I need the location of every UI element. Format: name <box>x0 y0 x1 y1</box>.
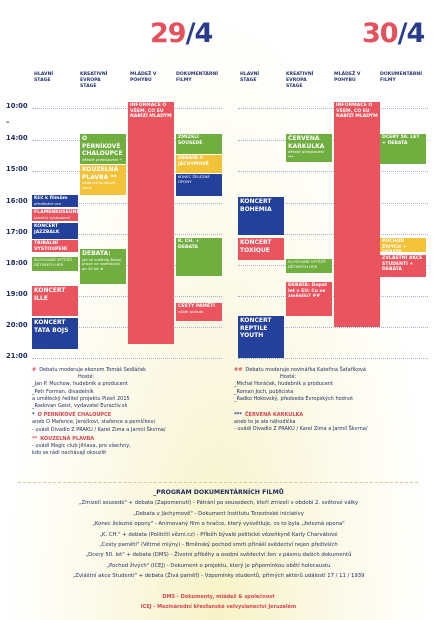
column-header-creative-europe-2: KREATIVNÍ EVROPA STAGE <box>286 72 314 90</box>
event-gingerbread-house[interactable]: O PERNÍKOVÉ CHALOUPCE dětské představení * <box>80 134 126 164</box>
footer-dms: DMS - Dokumenty, mládež & společnost <box>162 594 275 600</box>
column-header-main-stage: HLAVNÍ STAGE <box>34 72 54 84</box>
event-iron-curtain[interactable]: KONEC ŽELEZNÉ OPONY <box>176 174 222 196</box>
notes-left: # Debatu moderuje ekonom Tomáš Sedláček Hosté: _Jan P. Muchow, hudebník a producent _Petr Forman, divadelník a uměleckÿ ředitel projektu Plzeň 2015 _Radovan Geist, vydavatel Euractiv.sk * O PERNÍKOVÉ CHALOUPCE aneb O Mařence, Jeníčkovi, stařence a perníčkovi - uvádí Divadlo Z PRAKU / Karel Zima a Jarmil Škvrna/ ** KOUZELNÁ PLAVBA - uvádí Magic club Jihlava, pro všechny, kdo se rádi nechávají okouzlit <box>32 367 166 457</box>
program-line: „Konec železné opony" - Animovaný film o hračce, který vysvětluje, co to byla „železná opona" <box>92 521 345 528</box>
footer-icej: ICEJ - Mezinárodní křesťanské velvyslanectví Jeruzalém <box>140 604 297 610</box>
day-header-29-4: 29/4 <box>150 18 213 49</box>
program-line: „Pochod živých" (ICEJ) - Dokument o projektu, který je připomínkou obětí holocaustu <box>106 562 331 569</box>
event-little-red-riding-hood[interactable]: ČERVENÁ KARKULKA dětské představení *** <box>286 134 332 162</box>
event-paths-memory[interactable]: CESTY PAMĚTI výběr pořadu <box>176 303 222 321</box>
program-line: „Debata v Jáchymově" - Dokument Institutu Terezínské iniciativy <box>133 510 304 517</box>
event-flamenco[interactable]: FLAMENKOSEUNDO taneční vystoupení <box>34 210 85 220</box>
time-label: 19:00 <box>6 290 28 298</box>
divider <box>18 482 418 483</box>
program-line: „Zmizelí sousedé" + debata (Zapomenutí) - Pátrání po sousedech, kteří zmizeli v období 2. světové války <box>78 500 359 507</box>
grid-line <box>238 108 428 109</box>
grid-line <box>238 358 428 359</box>
time-label: 15:00 <box>6 165 28 173</box>
event-magic-voyage[interactable]: KOUZELNÁ PLAVBA ** vědecké loutkové show <box>80 165 126 195</box>
event-film-keys[interactable]: Klíč k filmům předávání cen <box>32 195 78 207</box>
grid-line <box>32 108 222 109</box>
grid-line <box>32 358 222 359</box>
event-concert-jazzbalk[interactable]: KONCERT JAZZBALK <box>32 223 78 239</box>
event-kids-draw[interactable]: SLOSOVÁNÍ VÝTĚŽŮ DĚTSKÝCH HER <box>32 257 78 271</box>
notes-right: ## Debatu moderuje novinářka Kateřina Šafaříková Hosté: _Michal Horáček, hudebník a producent _Roman Joch, publicista _Radko Hokovský, předseda Evropských hodnot *** ČERVENÁ KARKULKA aneb to je ale nähodička - uvádí Divadlo Z PRAKU / Karel Zima a Jarmil Škvrna/ <box>234 367 368 433</box>
column-header-documentaries-2: DOKUMENTÁRNÍ FILMY <box>380 72 422 84</box>
column-header-creative-europe: KREATIVNÍ EVROPA STAGE <box>80 72 108 90</box>
event-eu-info-2[interactable]: INFORMACE O VŠEM, CO EU NABÍZÍ MLADÝM <box>334 102 380 327</box>
event-concert-ille[interactable]: KONCERT ILLE <box>32 286 78 316</box>
time-label: 20:00 <box>6 321 28 329</box>
column-header-documentaries: DOKUMENTÁRNÍ FILMY <box>176 72 218 84</box>
time-label: 21:00 <box>6 352 28 360</box>
event-kch-debate[interactable]: K. CH. + DEBATA <box>176 238 222 276</box>
event-debate-left[interactable]: DEBATA: Jak se změnila školní praxe ve vzdělávání po 30 let # <box>80 249 126 284</box>
time-label: 14:00 <box>6 134 28 142</box>
program-line: „Zvláštní akce Studenti" + debata (Živá paměť) - Vzpomínky studentů, přímých aktérů událostí 17 / 11 / 1939 <box>72 573 365 580</box>
program-line: „Dcery 50. let" + debata (DMS) - Životní příběhy a osobní svědectví žen v pásmu daších dokumentů <box>85 552 352 559</box>
column-header-main-stage-2: HLAVNÍ STAGE <box>240 72 260 84</box>
event-eu-info[interactable]: INFORMACE O VŠEM, CO EU NABÍZÍ MLADÝM <box>128 102 174 344</box>
event-concert-reptile-youth[interactable]: KONCERT REPTILE YOUTH <box>238 316 284 358</box>
event-march-of-living[interactable]: POCHOD ŽIVÝCH + DEBATA <box>380 238 426 252</box>
event-jachymov-debate[interactable]: DEBATA V JÁCHYMOVĚ <box>176 155 222 173</box>
time-label: 17:00 <box>6 228 28 236</box>
event-daughters-50s[interactable]: DCERY 50. LET + DEBATA <box>380 134 426 164</box>
event-kids-draw-2[interactable]: SLOSOVÁNÍ VÝTĚŽŮ DĚTSKÝCH HER <box>286 259 332 273</box>
event-vanished-neighbours[interactable]: ZMIZELÍ SOUSEDÉ <box>176 134 222 154</box>
program-line: „Cesty pamětí" (Větrné mlýny) - Brněnský pochod smrti přináší svědectví nejen přeživších <box>99 542 338 549</box>
time-gap-marker: – <box>6 118 10 126</box>
column-header-youth-2: MLÁDEŽ V POHYBU <box>334 72 361 84</box>
day-header-30-4: 30/4 <box>362 18 425 49</box>
documentary-program <box>0 488 437 582</box>
event-concert-toxique[interactable]: KONCERT TOXIQUE <box>238 238 284 260</box>
event-concert-bohemia[interactable]: KONCERT BOHEMIA <box>238 197 284 235</box>
grid-line <box>238 296 428 297</box>
event-concert-tata-bojs[interactable]: KONCERT TATA BOJS <box>32 318 78 349</box>
event-tribal-dance[interactable]: TRIBÁLNÍ VYSTOUPENÍ tanečně vystoupení <box>32 240 78 252</box>
program-title: _PROGRAM DOKUMENTÁRNÍCH FILMŮ <box>153 489 284 496</box>
column-header-youth: MLÁDEŽ V POHYBU <box>130 72 157 84</box>
event-students-action[interactable]: ZVLÁŠTNÍ AKCE STUDENTI + DEBATA <box>380 255 426 277</box>
event-debate-right[interactable]: DEBATA: Dopat let v EU: Co se změnilo? ## <box>286 282 332 316</box>
time-label: 18:00 <box>6 259 28 267</box>
program-line: „K. CH." + debata (Političtí vězni.cz) - Příběh bývalé politické vězeňkyně Karly Charvátové <box>99 531 338 538</box>
grid-line <box>238 171 428 172</box>
time-label: 10:00 <box>6 102 28 110</box>
time-label: 16:00 <box>6 197 28 205</box>
